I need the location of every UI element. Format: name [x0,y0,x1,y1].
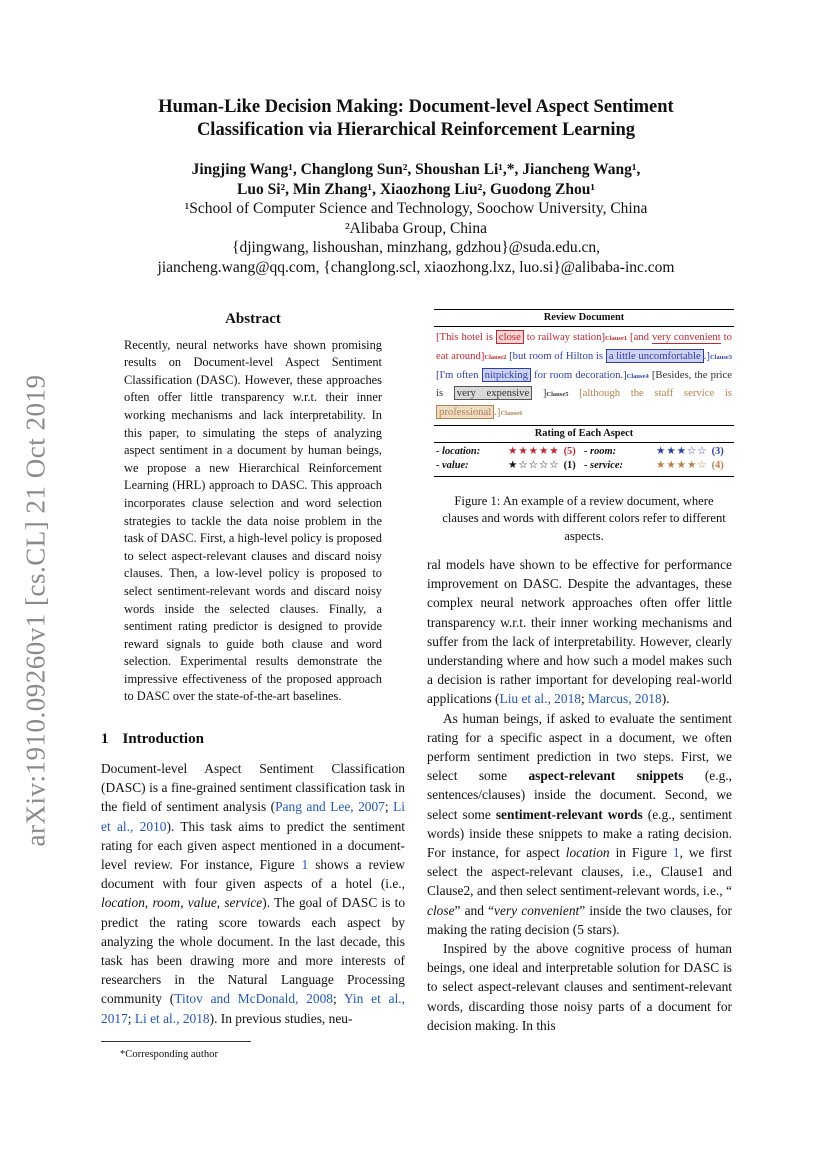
star-rating-icon: ★☆☆☆☆ [508,460,560,472]
paper-title [100,96,732,142]
review-document-text [434,327,734,423]
intro-paragraph-1: Document-level Aspect Sentiment Classification (DASC) is a fine-grained sentiment classification task in the field of sentiment analysis (Pang and Lee, 2007; Li et al., 2010). This task aims to predict the sentiment rating for each given aspect mentioned in a document-level review. For instance, Figure 1 shows a review document with four given aspects of a hotel (i.e., location, room, value, service). The goal of DASC is to predict the rating score towards each aspect by analyzing the whole document. In the last decade, this task has been drawing more and more interests of researchers in the Natural Language Processing community (Titov and McDonald, 2008; Yin et al., 2017; Li et al., 2018). In previous studies, neu- [101,761,406,1026]
section-title: Introduction [122,731,204,747]
right-paragraph-2: As human beings, if asked to evaluate the sentiment rating for a specific aspect in a document, we often perform sentiment prediction in two steps. First, we select some aspect-relevant snippets (e.g., sentences/clauses) inside the document. Second, we select some sentiment-relevant words (e.g., sentiment words) inside these snippets to make a rating decision. For instance, for aspect location in Figure 1, we first select the aspect-relevant clauses, i.e., Clause1 and Clause2, and then select sentiment-relevant words, i.e., “ close” and “very convenient” inside the two clauses, for making the rating decision (5 stars). [427,710,733,937]
rating-room: - room: ★★★☆☆ (3) [584,445,732,460]
section-heading-introduction [101,731,218,748]
affiliation-1: ¹School of Computer Science and Technology, Soochow University, China [184,200,648,217]
citation-link[interactable]: Liu et al., 2018 [499,691,581,707]
rating-value: - value: ★☆☆☆☆ (1) [436,459,584,474]
figure-bottom-rule [434,476,734,477]
right-paragraph-1: ral models have shown to be effective for performance improvement on DASC. Despite the advantages, these complex neural network approaches often offer little transparency w.r.t. their inner working mechanisms and suffer from the lack of interpretability. However, clearly understanding where and how such a model makes such a decision is rather important for developing real-world applications (Liu et al., 2018; Marcus, 2018). [427,557,732,707]
figure-caption: Figure 1: An example of a review document, where clauses and words with different colors refer to different aspects. [442,493,726,543]
clause-3: [but room of Hilton is a little uncomfortable .]Clause3 [509,349,733,362]
aspect-ratings [434,443,734,476]
citation-link[interactable]: Yin et al., 2017 [101,991,405,1026]
author-line-2: Luo Si², Min Zhang¹, Xiaozhong Liu², Guodong Zhou¹ [237,180,595,198]
citation-link[interactable]: Titov and McDonald, 2008 [174,991,333,1007]
clause-6: [although the staff service is professional .]Clause6 [436,387,732,418]
email-line-1: {djingwang, lishoushan, minzhang, gdzhou}@suda.edu.cn, [232,239,600,256]
intro-column-left [101,759,405,1028]
clause-2: [and very convenient to eat around]Clause2 [436,331,732,362]
intro-column-right [427,555,732,1035]
abstract [124,311,382,706]
title-line-2: Classification via Hierarchical Reinforcement Learning [196,120,636,140]
abstract-heading: Abstract [225,311,281,327]
author-block [100,160,732,277]
figure-1 [434,309,734,545]
author-line-1: Jingjing Wang¹, Changlong Sun², Shoushan Li¹,*, Jiancheng Wang¹, [191,161,641,178]
citation-link[interactable]: Marcus, 2018 [588,691,662,707]
clause-1: [This hotel is close to railway station]Clause1 [436,331,628,343]
footnote-rule [101,1041,251,1042]
clause-5: [Besides, the price is very expensive ]Clause5 [436,368,732,400]
rating-service: - service: ★★★★☆ (4) [584,459,732,474]
citation-link[interactable]: Pang and Lee, 2007 [275,799,385,815]
arxiv-sidebar [14,360,58,860]
citation-link[interactable]: Li et al., 2018 [134,1010,210,1026]
rating-location: - location: ★★★★★ (5) [436,445,584,460]
figure-ref-link[interactable]: 1 [301,857,309,873]
figure-ref-link[interactable]: 1 [672,845,680,861]
star-rating-icon: ★★★★★ [508,445,560,457]
arxiv-identifier: arXiv:1910.09260v1 [cs.CL] 21 Oct 2019 [20,374,51,846]
section-number: 1 [101,731,109,747]
email-line-2: jiancheng.wang@qq.com, {changlong.scl, xiaozhong.lxz, luo.si}@alibaba-inc.com [157,258,675,276]
footnote-text: *Corresponding author [120,1049,218,1060]
title-line-1: Human-Like Decision Making: Document-level Aspect Sentiment [158,97,674,117]
rating-heading: Rating of Each Aspect [534,427,634,439]
review-document-heading: Review Document [543,312,625,323]
clause-4: [I'm often nitpicking for room decoration.]Clause4 [436,368,649,381]
citation-link[interactable]: Li et al., 2010 [101,799,405,834]
star-rating-icon: ★★★☆☆ [656,445,708,457]
affiliation-2: ²Alibaba Group, China [345,219,487,237]
abstract-text: Recently, neural networks have shown promising results on Document-level Aspect Sentiment Classification (DASC). However, these approaches often offer little transparency w.r.t. their inner working mechanisms and lack interpretability. In this paper, to simulating the steps of analyzing aspect sentiment in a document by human beings, we propose a new Hierarchical Reinforcement Learning (HRL) approach to DASC. This approach incorporates clause selection and word selection strategies to tackle the data noise problem in the task of DASC. First, a high-level policy is proposed to select aspect-relevant clauses and discard noisy clauses. Then, a low-level policy is proposed to select sentiment-relevant words and discard noisy words inside the selected clauses. Finally, a sentiment rating predictor is designed to provide reward signals to guide both clause and word selection. Experimental results demonstrate the impressive effectiveness of the proposed approach to DASC over the state-of-the-art baselines. [124,337,382,704]
star-rating-icon: ★★★★☆ [656,460,708,472]
right-paragraph-3: Inspired by the above cognitive process of human beings, one ideal and interpretable solution for DASC is to select aspect-relevant clauses and sentiment-relevant words, discarding those noisy parts of a document for decision making. In this [427,941,732,1033]
